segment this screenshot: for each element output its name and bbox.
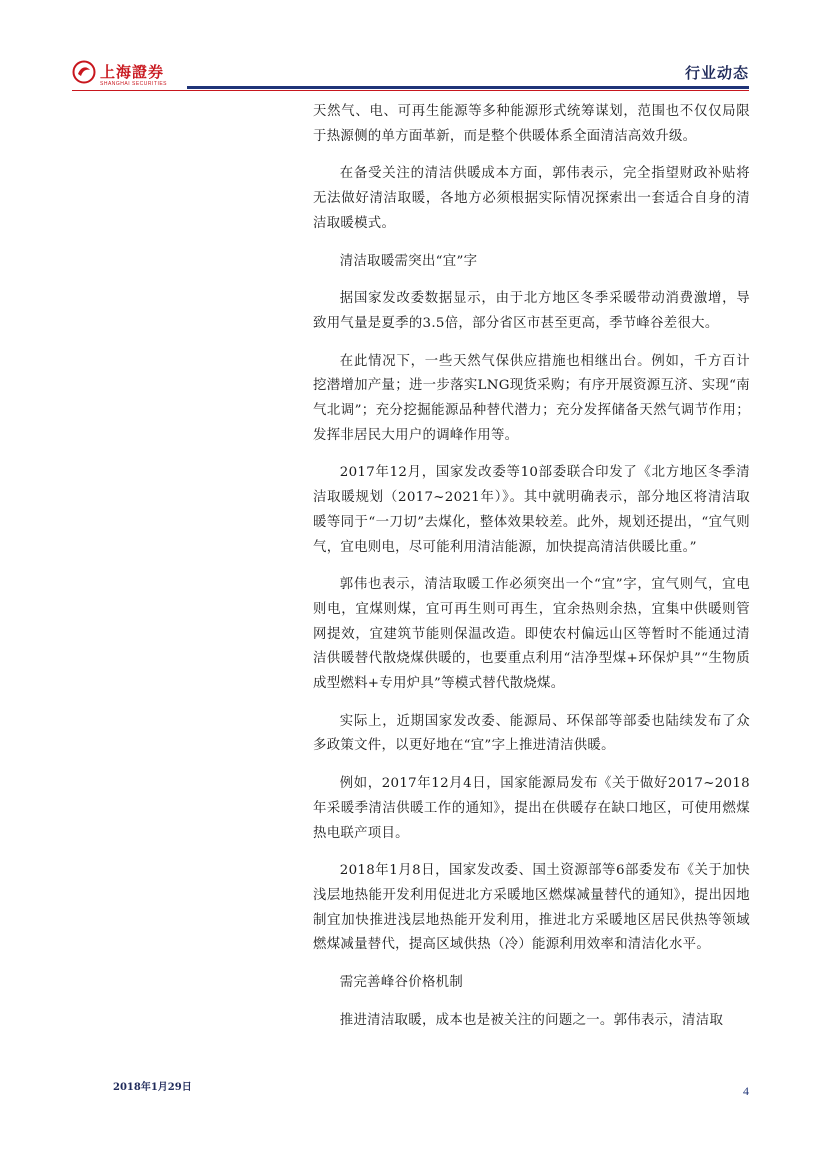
footer-date: 2018年1月29日: [113, 1082, 192, 1093]
paragraph: 天然气、电、可再生能源等多种能源形式统筹谋划，范围也不仅仅局限于热源侧的单方面革新，而是整个供暖体系全面清洁高效升级。: [313, 104, 750, 144]
logo-subtext: SHANGHAI SECURITIES: [100, 81, 168, 87]
article-body: [313, 100, 750, 1034]
page-number: 4: [743, 1084, 749, 1098]
paragraph: 据国家发改委数据显示，由于北方地区冬季采暖带动消费激增，导致用气量是夏季的3.5倍，部分省区市甚至更高，季节峰谷差很大。: [313, 291, 750, 331]
paragraph: 例如，2017年12月4日，国家能源局发布《关于做好2017~2018年采暖季清洁供暖工作的通知》，提出在供暖存在缺口地区，可使用燃煤热电联产项目。: [313, 776, 750, 841]
paragraph: 在备受关注的清洁供暖成本方面，郭伟表示，完全指望财政补贴将无法做好清洁取暖，各地方必须根据实际情况探索出一套适合自身的清洁取暖模式。: [313, 166, 750, 231]
section-heading: 清洁取暖需突出“宜”字: [339, 253, 478, 269]
page-header: [0, 0, 827, 100]
logo-text: 上海證券: [100, 63, 165, 81]
paragraph: 在此情况下，一些天然气保供应措施也相继出台。例如，千方百计挖潜增加产量；进一步落实LNG现货采购；有序开展资源互济、实现“南气北调”；充分挖掘能源品种替代潜力；充分发挥储备天然气调节作用；发挥非居民大用户的调峰作用等。: [313, 353, 750, 443]
paragraph: 实际上，近期国家发改委、能源局、环保部等部委也陆续发布了众多政策文件，以更好地在“宜”字上推进清洁供暖。: [313, 713, 750, 754]
company-logo: [72, 60, 184, 94]
section-heading: 需完善峰谷价格机制: [339, 975, 464, 991]
paragraph: 2018年1月8日，国家发改委、国土资源部等6部委发布《关于加快浅层地热能开发利用促进北方采暖地区燃煤减量替代的通知》，提出因地制宜加快推进浅层地热能开发利用，推进北方采暖地区居民供热等领域燃煤减量替代，提高区域供热（冷）能源利用效率和清洁化水平。: [313, 863, 750, 953]
section-tag: 行业动态: [684, 64, 749, 82]
paragraph: 2017年12月，国家发改委等10部委联合印发了《北方地区冬季清洁取暖规划（2017~2021年）》。其中就明确表示，部分地区将清洁取暖等同于“一刀切”去煤化，整体效果较差。此外，规划还提出，“宜气则气，宜电则电，尽可能利用清洁能源，加快提高清洁供暖比重。”: [313, 465, 750, 555]
paragraph: 推进清洁取暖，成本也是被关注的问题之一。郭伟表示，清洁取: [339, 1012, 724, 1028]
seal-icon: [72, 60, 96, 84]
paragraph: 郭伟也表示，清洁取暖工作必须突出一个“宜”字，宜气则气，宜电则电，宜煤则煤，宜可再生则可再生，宜余热则余热，宜集中供暖则管网提效，宜建筑节能则保温改造。即使农村偏远山区等暂时不能通过清洁供暖替代散烧煤供暖的，也要重点利用“洁净型煤+环保炉具”“生物质成型燃料+专用炉具”等模式替代散烧煤。: [313, 577, 750, 692]
header-rule: [187, 86, 749, 89]
header-rule-thin: [72, 90, 749, 91]
